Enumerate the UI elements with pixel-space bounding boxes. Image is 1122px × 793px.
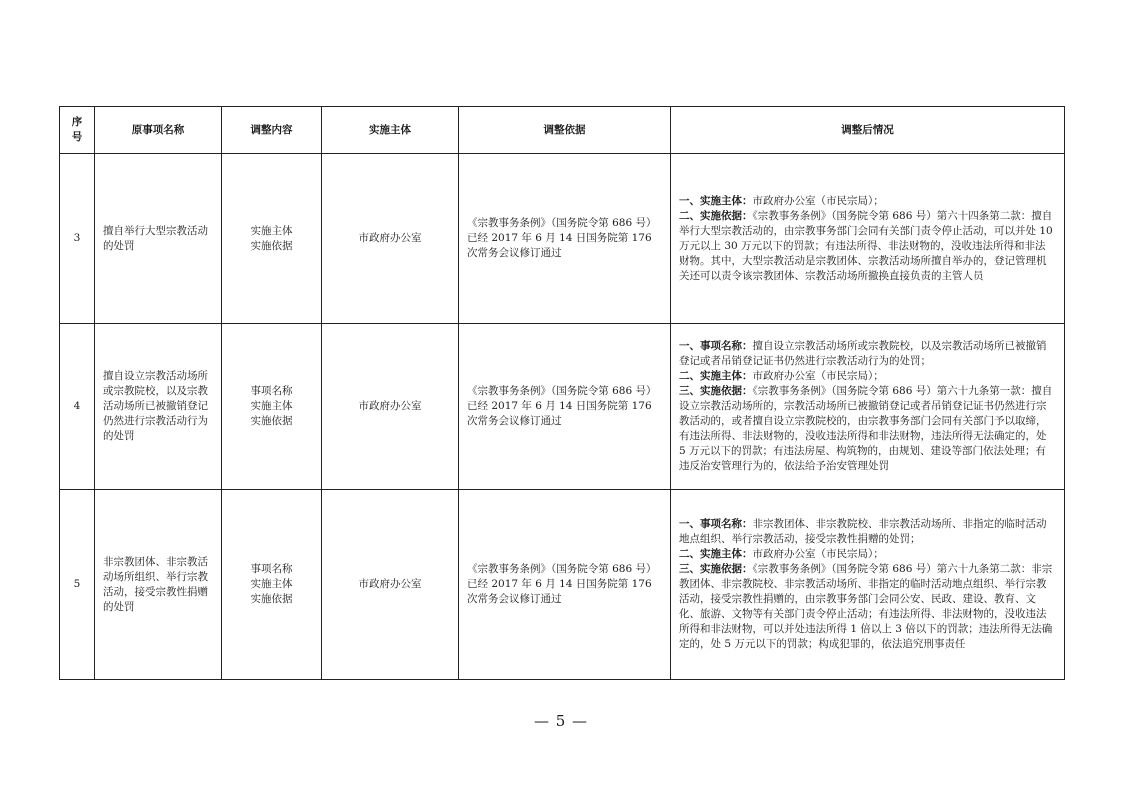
row-serial: 5: [60, 490, 95, 680]
detail-label: 一、事项名称：: [679, 340, 753, 352]
detail-text: 市政府办公室（市民宗局）；: [752, 548, 884, 560]
table-row: [60, 154, 1065, 324]
detail-item: [679, 209, 1056, 284]
header-serial: 序号: [60, 107, 95, 154]
detail-item: [679, 517, 1056, 547]
row-implementing-body: 市政府办公室: [322, 324, 459, 490]
table-row: [60, 490, 1065, 680]
header-original-item-name: 原事项名称: [95, 107, 222, 154]
detail-label: 二、实施主体：: [679, 548, 753, 560]
content-line: 实施主体: [250, 400, 293, 412]
row-implementing-body: 市政府办公室: [322, 154, 459, 324]
detail-text: 非宗教团体、非宗教院校、非宗教活动场所、非指定的临时活动地点组织、举行宗教活动，接受宗教性捐赠的处罚；: [679, 518, 1047, 545]
row-adjustment-content: [222, 154, 322, 324]
content-line: 实施主体: [250, 578, 293, 590]
detail-item: [679, 194, 1056, 209]
row-serial: 3: [60, 154, 95, 324]
detail-item: [679, 339, 1056, 369]
detail-text: 擅自设立宗教活动场所或宗教院校，以及宗教活动场所已被撤销登记或者吊销登记证书仍然进行宗教活动行为的处罚；: [679, 340, 1047, 367]
detail-label: 一、事项名称：: [679, 518, 753, 530]
detail-item: [679, 384, 1056, 474]
row-basis: 《宗教事务条例》（国务院令第 686 号）已经 2017 年 6 月 14 日国务院第 176 次常务会议修订通过: [459, 324, 671, 490]
detail-text: 市政府办公室（市民宗局）；: [752, 194, 884, 207]
content-line: 实施依据: [250, 239, 293, 252]
detail-label: 三、实施依据：: [679, 563, 753, 575]
row-item-name: 擅自设立宗教活动场所或宗教院校，以及宗教活动场所已被撤销登记仍然进行宗教活动行为的处罚: [95, 324, 222, 490]
detail-text: 《宗教事务条例》（国务院令第 686 号）第六十九条第一款：擅自设立宗教活动场所的，宗教活动场所已被撤销登记或者吊销登记证书仍然进行宗教活动的，或者擅自设立宗教院校的，由宗教事务部门会同有关部门予以取缔，有违法所得、非法财物的，没收违法所得和非法财物，违法所得无法确定的，处 5 万元以下的罚款；有违法房屋、构筑物的，由规划、建设等部门依法处理；有违反治安管理行为的，依法给予治安管理处罚: [679, 385, 1053, 472]
header-adjustment-basis: 调整依据: [459, 107, 671, 154]
header-after-adjustment: 调整后情况: [671, 107, 1065, 154]
row-basis: 《宗教事务条例》（国务院令第 686 号）已经 2017 年 6 月 14 日国务院第 176 次常务会议修订通过: [459, 490, 671, 680]
content-line: 实施依据: [250, 593, 293, 605]
detail-text: 《宗教事务条例》（国务院令第 686 号）第六十九条第二款：非宗教团体、非宗教院校、非宗教活动场所、非指定的临时活动地点组织、举行宗教活动，接受宗教性捐赠的，由宗教事务部门会同公安、民政、建设、教育、文化、旅游、文物等有关部门责令停止活动；有违法所得、非法财物的，没收违法所得和非法财物，可以并处违法所得 1 倍以上 3 倍以下的罚款；违法所得无法确定的，处 5 万元以下的罚款；构成犯罪的，依法追究刑事责任: [679, 563, 1053, 650]
table-row: [60, 324, 1065, 490]
detail-text: 市政府办公室（市民宗局）；: [752, 370, 884, 382]
row-item-name: 非宗教团体、非宗教活动场所组织、举行宗教活动，接受宗教性捐赠的处罚: [95, 490, 222, 680]
detail-label: 二、实施依据：: [679, 209, 753, 222]
row-serial: 4: [60, 324, 95, 490]
header-adjustment-content: 调整内容: [222, 107, 322, 154]
table-header-row: [60, 107, 1065, 154]
detail-item: [679, 547, 1056, 562]
detail-label: 一、实施主体：: [679, 194, 753, 207]
detail-item: [679, 369, 1056, 384]
header-implementing-body: 实施主体: [322, 107, 459, 154]
page-number: — 5 —: [533, 712, 589, 730]
detail-item: [679, 562, 1056, 652]
row-adjustment-content: [222, 490, 322, 680]
content-line: 事项名称: [250, 385, 293, 397]
detail-text: 《宗教事务条例》（国务院令第 686 号）第六十四条第二款：擅自举行大型宗教活动的，由宗教事务部门会同有关部门责令停止活动，可以并处 10 万元以上 30 万元以下的罚款；有违法所得、非法财物的，没收违法所得和非法财物。其中，大型宗教活动是宗教团体、宗教活动场所擅自举办的，登记管理机关还可以责令该宗教团体、宗教活动场所撤换直接负责的主管人员: [679, 209, 1053, 282]
adjustment-table: [59, 106, 1065, 680]
detail-label: 三、实施依据：: [679, 385, 753, 397]
row-details: [671, 154, 1065, 324]
row-basis: 《宗教事务条例》（国务院令第 686 号）已经 2017 年 6 月 14 日国务院第 176 次常务会议修订通过: [459, 154, 671, 324]
content-line: 实施主体: [250, 224, 293, 237]
row-adjustment-content: [222, 324, 322, 490]
row-details: [671, 324, 1065, 490]
content-line: 事项名称: [250, 563, 293, 575]
detail-label: 二、实施主体：: [679, 370, 753, 382]
row-implementing-body: 市政府办公室: [322, 490, 459, 680]
row-details: [671, 490, 1065, 680]
content-line: 实施依据: [250, 415, 293, 427]
row-item-name: 擅自举行大型宗教活动的处罚: [95, 154, 222, 324]
